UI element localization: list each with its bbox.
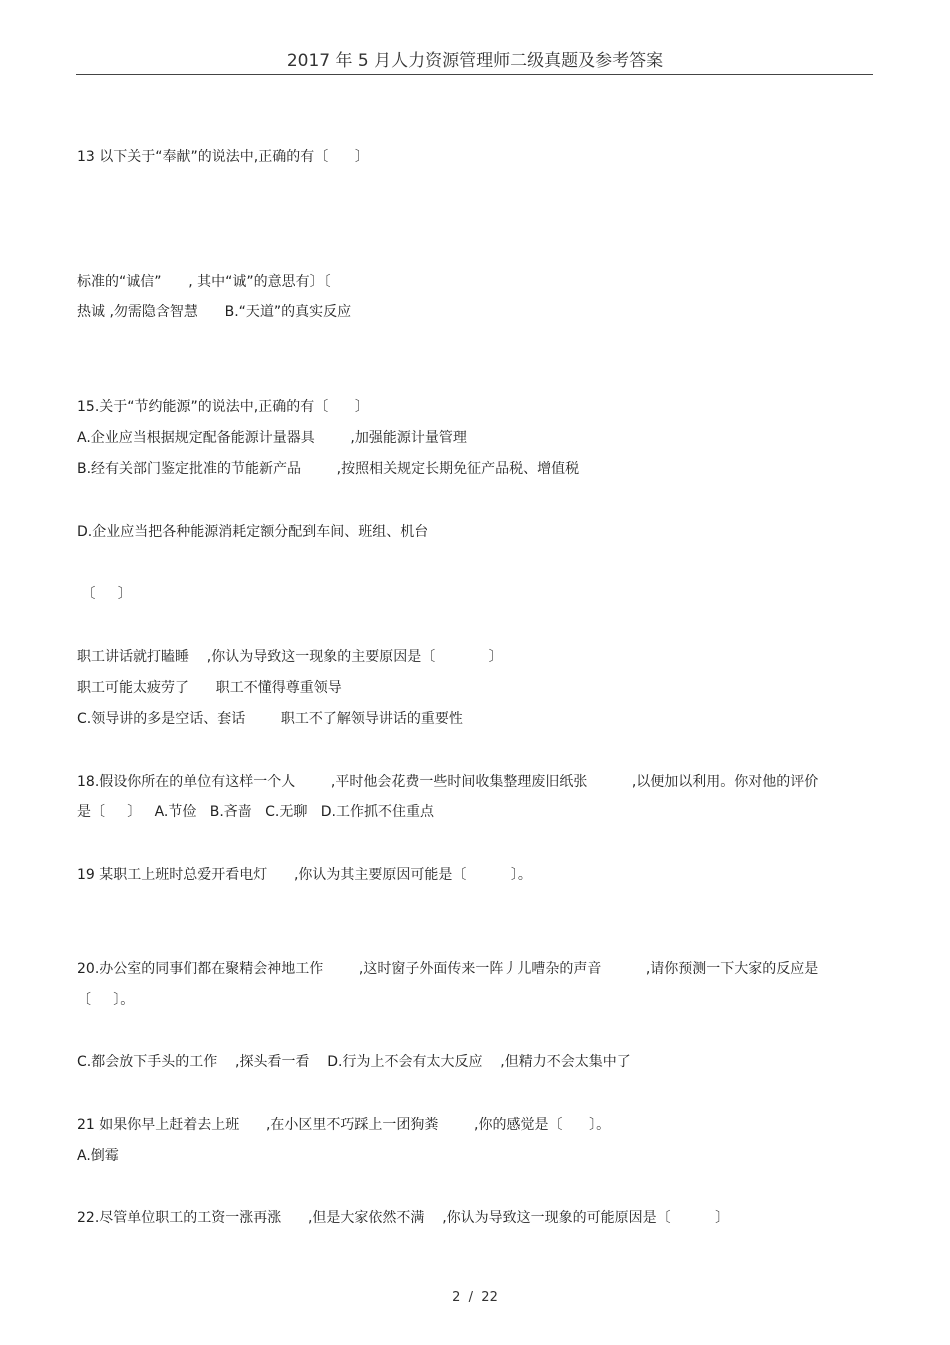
- question-18-options: 是〔 〕 A.节俭 B.吝啬 C.无聊 D.工作抓不住重点: [77, 804, 434, 820]
- question-19: 19 某职工上班时总爱开看电灯 ,你认为其主要原因可能是〔 〕。: [77, 867, 532, 883]
- header-rule: [76, 74, 873, 75]
- question-17-stem: 职工讲话就打瞌睡 ,你认为导致这一现象的主要原因是〔 〕: [77, 649, 503, 665]
- question-17-options-ab: 职工可能太疲劳了 职工不懂得尊重领导: [77, 680, 342, 696]
- page-header-title: 2017 年 5 月人力资源管理师二级真题及参考答案: [286, 51, 664, 71]
- question-14-options: 热诚 ,勿需隐含智慧 B.“天道”的真实反应: [77, 304, 352, 320]
- question-15-option-d: D.企业应当把各种能源消耗定额分配到车间、班组、机台: [77, 524, 429, 540]
- question-16-blank: 〔 〕: [77, 586, 132, 602]
- question-18-stem: 18.假设你所在的单位有这样一个人 ,平时他会花费一些时间收集整理废旧纸张 ,以便加以利用。你对他的评价: [77, 774, 819, 790]
- question-13: 13 以下关于“奉献”的说法中,正确的有〔 〕: [77, 149, 369, 165]
- page-number: 2 / 22: [452, 1290, 498, 1305]
- question-15: 15.关于“节约能源”的说法中,正确的有〔 〕: [77, 399, 369, 415]
- question-20-stem: 20.办公室的同事们都在聚精会神地工作 ,这时窗子外面传来一阵丿儿嘈杂的声音 ,请你预测一下大家的反应是: [77, 961, 819, 977]
- question-15-option-a: A.企业应当根据规定配备能源计量器具 ,加强能源计量管理: [77, 430, 467, 446]
- question-15-option-b: B.经有关部门鉴定批准的节能新产品 ,按照相关规定长期免征产品税、增值税: [77, 461, 580, 477]
- question-14-stem: 标准的“诚信” , 其中“诚”的意思有〕〔: [77, 274, 331, 290]
- question-20-blank: 〔 〕。: [77, 992, 135, 1008]
- question-22: 22.尽管单位职工的工资一涨再涨 ,但是大家依然不满 ,你认为导致这一现象的可能原因是〔 〕: [77, 1210, 730, 1226]
- question-20-options: C.都会放下手头的工作 ,探头看一看 D.行为上不会有太大反应 ,但精力不会太集中了: [77, 1054, 631, 1070]
- question-21-option-a: A.倒霉: [77, 1148, 119, 1164]
- question-17-options-cd: C.领导讲的多是空话、套话 职工不了解领导讲话的重要性: [77, 711, 463, 727]
- question-21: 21 如果你早上赶着去上班 ,在小区里不巧踩上一团狗粪 ,你的感觉是〔 〕。: [77, 1117, 611, 1133]
